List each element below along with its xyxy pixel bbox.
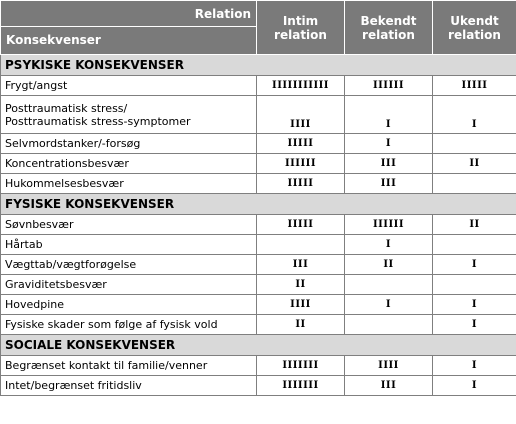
- relation-header: Relation: [1, 1, 256, 27]
- tally-cell: I: [433, 255, 516, 275]
- tally-cell: IIIIIIIIIII: [257, 76, 345, 96]
- table-row: [1, 76, 516, 96]
- row-label: Hårtab: [1, 235, 257, 255]
- row-label: Vægttab/vægtforøgelse: [1, 255, 257, 275]
- row-label: Koncentrationsbesvær: [1, 154, 257, 174]
- section-header-row: [1, 335, 516, 356]
- tally-cell: II: [345, 255, 433, 275]
- row-label: Begrænset kontakt til familie/venner: [1, 356, 257, 376]
- tally-cell: II: [433, 154, 516, 174]
- tally-cell: IIIII: [433, 76, 516, 96]
- row-label: Graviditetsbesvær: [1, 275, 257, 295]
- tally-cell: I: [345, 134, 433, 154]
- tally-cell: I: [433, 376, 516, 396]
- table-row: [1, 215, 516, 235]
- tally-cell: II: [257, 275, 345, 295]
- section-title: PSYKISKE KONSEKVENSER: [1, 55, 516, 76]
- table-row: [1, 356, 516, 376]
- table-row: [1, 96, 516, 134]
- tally-cell: IIII: [345, 356, 433, 376]
- tally-cell: I: [433, 295, 516, 315]
- tally-cell: I: [433, 315, 516, 335]
- tally-cell: [433, 235, 516, 255]
- table-body: [1, 55, 516, 396]
- tally-cell: IIIIII: [257, 154, 345, 174]
- row-label: Søvnbesvær: [1, 215, 257, 235]
- table-row: [1, 255, 516, 275]
- tally-cell: IIIII: [257, 134, 345, 154]
- tally-cell: [345, 315, 433, 335]
- tally-cell: I: [433, 356, 516, 376]
- table-row: [1, 295, 516, 315]
- column-header-bekendt: Bekendt relation: [345, 1, 433, 55]
- tally-cell: III: [345, 174, 433, 194]
- tally-cell: IIIIIII: [257, 376, 345, 396]
- tally-cell: I: [345, 235, 433, 255]
- tally-cell: [345, 275, 433, 295]
- table-row: [1, 134, 516, 154]
- tally-cell: II: [433, 215, 516, 235]
- tally-cell: [257, 235, 345, 255]
- row-label: Hukommelsesbesvær: [1, 174, 257, 194]
- section-title: FYSISKE KONSEKVENSER: [1, 194, 516, 215]
- row-label: Fysiske skader som følge af fysisk vold: [1, 315, 257, 335]
- section-title: SOCIALE KONSEKVENSER: [1, 335, 516, 356]
- row-label: Selvmordstanker/-forsøg: [1, 134, 257, 154]
- tally-cell: IIIIII: [345, 76, 433, 96]
- table-row: [1, 275, 516, 295]
- row-label: Frygt/angst: [1, 76, 257, 96]
- consequences-header: Konsekvenser: [6, 33, 101, 47]
- row-label: Intet/begrænset fritidsliv: [1, 376, 257, 396]
- header-corner-cell: [1, 1, 257, 55]
- tally-cell: I: [345, 96, 433, 134]
- tally-cell: IIII: [257, 295, 345, 315]
- tally-cell: [433, 275, 516, 295]
- tally-cell: I: [345, 295, 433, 315]
- tally-cell: IIIII: [257, 174, 345, 194]
- table-row: [1, 174, 516, 194]
- tally-cell: IIII: [257, 96, 345, 134]
- table-row: [1, 235, 516, 255]
- tally-cell: IIIIII: [345, 215, 433, 235]
- tally-cell: IIIIIII: [257, 356, 345, 376]
- table-row: [1, 315, 516, 335]
- table-row: [1, 154, 516, 174]
- table-row: [1, 376, 516, 396]
- row-label: Posttraumatisk stress/ Posttraumatisk stress-symptomer: [1, 96, 257, 134]
- header-row: [1, 1, 516, 55]
- tally-cell: I: [433, 96, 516, 134]
- row-label: Hovedpine: [1, 295, 257, 315]
- tally-cell: III: [257, 255, 345, 275]
- section-header-row: [1, 55, 516, 76]
- tally-cell: II: [257, 315, 345, 335]
- tally-cell: IIIII: [257, 215, 345, 235]
- column-header-intim: Intim relation: [257, 1, 345, 55]
- tally-cell: [433, 174, 516, 194]
- column-header-ukendt: Ukendt relation: [433, 1, 516, 55]
- tally-cell: [433, 134, 516, 154]
- tally-cell: III: [345, 154, 433, 174]
- section-header-row: [1, 194, 516, 215]
- tally-cell: III: [345, 376, 433, 396]
